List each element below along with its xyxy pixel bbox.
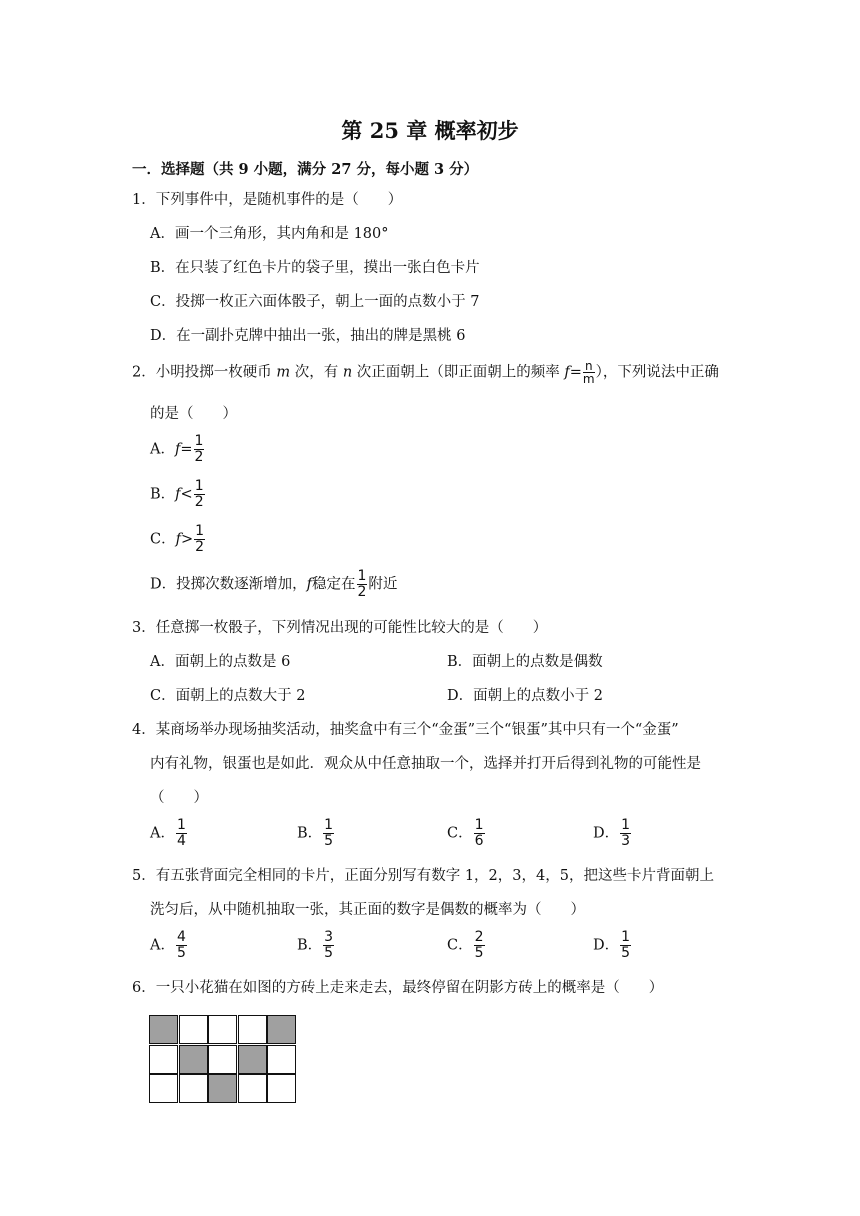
shaded-tile (149, 1015, 178, 1044)
fraction-denominator: 2 (195, 539, 205, 555)
q4-stem-line2: 内有礼物，银蛋也是如此．观众从中任意抽取一个，选择并打开后得到礼物的可能性是 (150, 756, 701, 772)
option-label: A． (150, 441, 175, 458)
option-fraction (620, 930, 631, 961)
fraction-numerator: 1 (324, 817, 334, 833)
q3-option-c: C．面朝上的点数大于 2 (150, 688, 306, 704)
option-text: 稳定在 (312, 576, 356, 593)
q2-stem-part: 2．小明投掷一枚硬币 (132, 364, 277, 381)
fraction-numerator: 4 (176, 929, 186, 945)
fraction-numerator: 3 (324, 929, 334, 945)
fraction-denominator: 2 (194, 449, 204, 465)
q4-option-a (150, 818, 188, 849)
fraction-numerator: 2 (474, 929, 484, 945)
fraction-numerator: 1 (194, 433, 204, 449)
option-label: C． (447, 937, 473, 954)
fraction-numerator: 1 (176, 817, 186, 833)
option-fraction (323, 930, 334, 961)
var-f: f (306, 576, 312, 593)
option-fraction (176, 930, 187, 961)
fraction-one-half (194, 479, 205, 510)
option-label: B． (297, 825, 323, 842)
q3-stem: 3．任意掷一枚骰子，下列情况出现的可能性比较大的是（ ） (132, 620, 548, 636)
q2-stem-part: ），下列说法中正确 (595, 364, 719, 381)
shaded-tile (238, 1045, 267, 1074)
q1-option-a: A．画一个三角形，其内角和是 180° (150, 226, 389, 242)
q4-option-c (447, 818, 486, 849)
operator: > (180, 531, 194, 548)
tile (179, 1015, 208, 1044)
fraction-denominator: 4 (176, 833, 186, 849)
tile (149, 1045, 178, 1074)
q2-stem-line2: 的是（ ） (150, 406, 237, 422)
option-label: D． (593, 825, 620, 842)
q4-option-d (593, 818, 632, 849)
option-text: 附近 (368, 576, 398, 593)
q2-stem-part: 次正面朝上（即正面朝上的频率 (352, 364, 565, 381)
fraction-numerator: 1 (357, 568, 367, 584)
fraction-n-over-m (583, 360, 595, 385)
fraction-denominator: 5 (176, 945, 186, 961)
q2-stem-part: 次，有 (290, 364, 343, 381)
fraction-numerator: 1 (194, 478, 204, 494)
fraction-denominator: 5 (324, 833, 334, 849)
fraction-one-half (357, 569, 368, 600)
tile (179, 1074, 208, 1103)
fraction-denominator: 5 (474, 945, 484, 961)
fraction-denominator: m (582, 372, 595, 386)
var-f: f (175, 531, 181, 548)
q3-option-b: B．面朝上的点数是偶数 (447, 654, 603, 670)
fraction-numerator: 1 (195, 523, 205, 539)
shaded-tile (267, 1015, 296, 1044)
q1-option-b: B．在只装了红色卡片的袋子里，摸出一张白色卡片 (150, 260, 480, 276)
option-fraction (474, 930, 485, 961)
q4-stem-line3: （ ） (150, 790, 208, 806)
var-f: f (174, 441, 181, 458)
option-fraction (620, 818, 631, 849)
option-label: B． (150, 486, 176, 503)
fraction-numerator: 1 (621, 929, 631, 945)
option-label: C． (150, 531, 176, 548)
fraction-one-half (194, 524, 205, 555)
q5-stem-line1: 5．有五张背面完全相同的卡片，正面分别写有数字 1，2，3，4，5，把这些卡片背面朝上 (132, 868, 714, 884)
section-heading: 一．选择题（共 9 小题，满分 27 分，每小题 3 分） (132, 161, 479, 178)
tile (238, 1074, 267, 1103)
fraction-denominator: 2 (357, 584, 367, 600)
option-label: A． (150, 825, 175, 842)
shaded-tile (208, 1074, 237, 1103)
option-label: D．投掷次数逐渐增加， (150, 576, 307, 593)
q5-option-b (297, 930, 335, 961)
q5-option-a (150, 930, 188, 961)
q3-option-a: A．面朝上的点数是 6 (150, 654, 291, 670)
tile (149, 1074, 178, 1103)
tile (267, 1045, 296, 1074)
fraction-one-half (194, 434, 205, 465)
option-fraction (323, 818, 334, 849)
q4-option-b (297, 818, 335, 849)
option-label: D． (593, 937, 620, 954)
fraction-denominator: 5 (324, 945, 334, 961)
var-n: n (342, 364, 353, 381)
option-label: A． (150, 937, 175, 954)
var-f: f (175, 486, 181, 503)
tile (238, 1015, 267, 1044)
shaded-tile (179, 1045, 208, 1074)
fraction-numerator: 1 (474, 817, 484, 833)
option-label: B． (297, 937, 323, 954)
q2-option-c (150, 524, 206, 555)
tile (208, 1045, 237, 1074)
page-title: 第 25 章 概率初步 (341, 118, 519, 143)
q5-option-c (447, 930, 486, 961)
fraction-numerator: 1 (621, 817, 631, 833)
operator: < (180, 486, 193, 503)
fraction-numerator: n (584, 359, 593, 373)
q2-stem (132, 360, 719, 385)
option-fraction (176, 818, 187, 849)
q2-option-a (150, 434, 205, 465)
fraction-denominator: 6 (474, 833, 484, 849)
q5-option-d (593, 930, 632, 961)
option-label: C． (447, 825, 473, 842)
tile (267, 1074, 296, 1103)
option-fraction (474, 818, 485, 849)
q1-option-c: C．投掷一枚正六面体骰子，朝上一面的点数小于 7 (150, 294, 480, 310)
fraction-denominator: 2 (194, 494, 204, 510)
var-f: f (564, 364, 570, 381)
operator: = (180, 441, 193, 458)
q2-option-d (150, 569, 397, 600)
q5-stem-line2: 洗匀后，从中随机抽取一张，其正面的数字是偶数的概率为（ ） (150, 902, 585, 918)
fraction-denominator: 3 (621, 833, 631, 849)
equals-sign: = (569, 364, 582, 381)
var-m: m (276, 364, 291, 381)
q1-stem: 1．下列事件中，是随机事件的是（ ） (132, 192, 403, 208)
q2-option-b (150, 479, 206, 510)
q1-option-d: D．在一副扑克牌中抽出一张，抽出的牌是黑桃 6 (150, 328, 466, 344)
q6-stem: 6．一只小花猫在如图的方砖上走来走去，最终停留在阴影方砖上的概率是（ ） (132, 980, 664, 996)
q3-option-d: D．面朝上的点数小于 2 (447, 688, 603, 704)
tile (208, 1015, 237, 1044)
fraction-denominator: 5 (621, 945, 631, 961)
q4-stem-line1: 4．某商场举办现场抽奖活动，抽奖盒中有三个“金蛋”三个“银蛋”其中只有一个“金蛋” (132, 722, 679, 738)
